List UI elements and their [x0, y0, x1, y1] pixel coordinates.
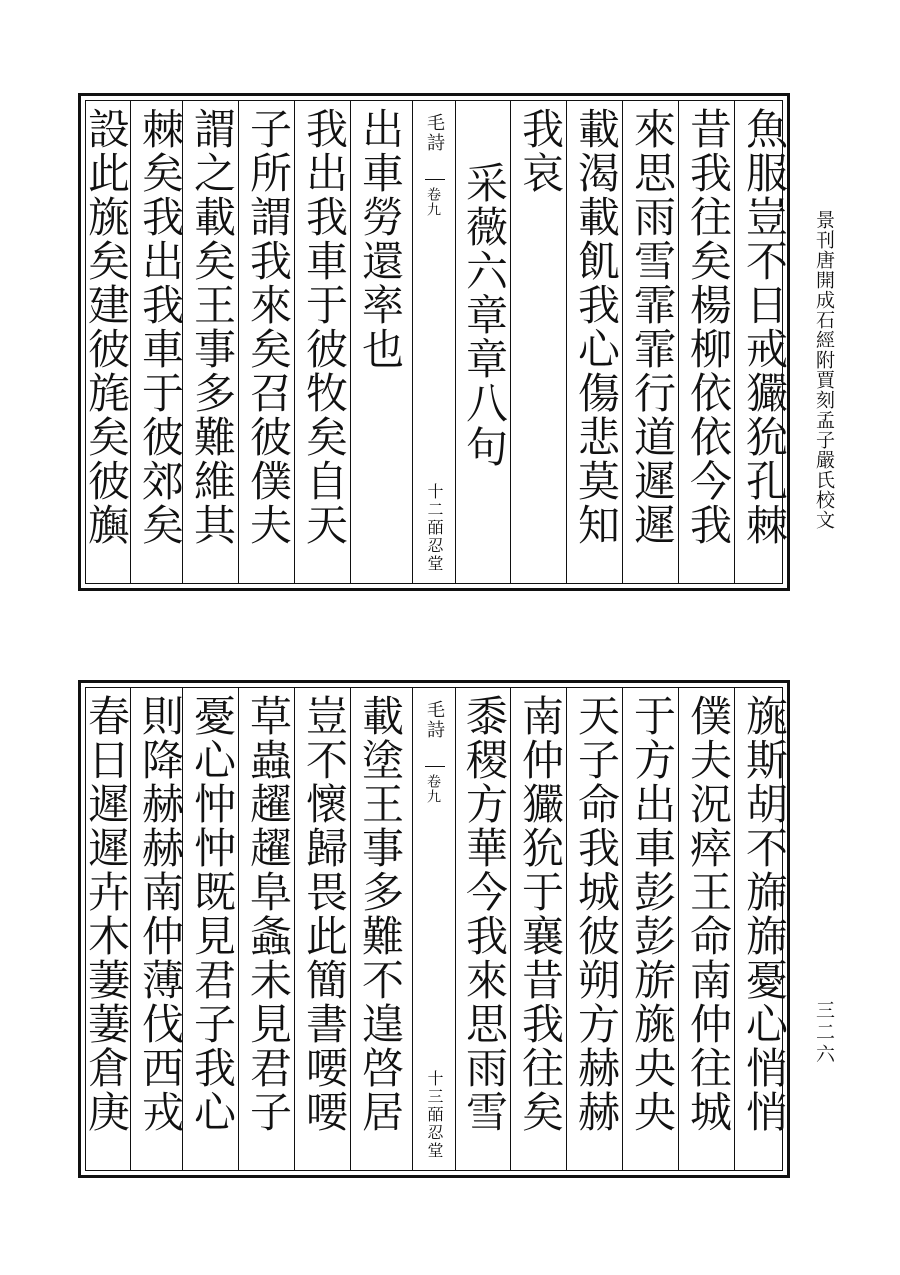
center-fold-column	[412, 101, 456, 583]
text-column: 出車勞還率也	[356, 107, 405, 371]
text-column: 棘矣我出我車于彼郊矣	[136, 107, 185, 547]
text-column: 謂之載矣王事多難維其	[188, 107, 237, 547]
center-folio-label	[423, 483, 445, 573]
text-column: 子所謂我來矣召彼僕夫	[244, 107, 293, 547]
top-page-panel	[78, 93, 790, 591]
text-column: 春日遲遲卉木萋萋倉庚	[82, 694, 131, 1134]
book-series-title: 景刊唐開成石經附賈刻孟子嚴氏校文	[813, 210, 835, 530]
text-column: 來思雨雪霏霏行道遲遲	[628, 107, 677, 547]
center-volume-label: 卷九	[425, 774, 441, 804]
center-book-title: 毛詩	[424, 113, 445, 153]
text-column: 于方出車彭彭旂旐央央	[628, 694, 677, 1134]
chapter-summary-column: 采薇六章章八句	[460, 161, 509, 469]
folio-number: 十三	[425, 1070, 444, 1106]
page-number: 三二六	[813, 1000, 835, 1066]
text-column: 魚服豈不日戒玁狁孔棘	[740, 107, 789, 547]
bottom-page-panel	[78, 680, 790, 1178]
text-column: 僕夫況瘁王命南仲往城	[684, 694, 733, 1134]
text-column: 載塗王事多難不遑啓居	[356, 694, 405, 1134]
text-column: 南仲玁狁于襄昔我往矣	[516, 694, 565, 1134]
text-column: 憂心忡忡既見君子我心	[188, 694, 237, 1134]
hall-name: 皕忍堂	[425, 519, 444, 573]
text-column: 草蟲趯趯阜螽未見君子	[244, 694, 293, 1134]
text-column: 載渴載飢我心傷悲莫知	[572, 107, 621, 547]
text-column: 我哀	[516, 107, 565, 195]
center-book-title: 毛詩	[424, 700, 445, 740]
center-folio-label	[423, 1070, 445, 1160]
text-column: 旐斯胡不旆旆憂心悄悄	[740, 694, 789, 1134]
center-volume-label: 卷九	[425, 187, 441, 217]
hall-name: 皕忍堂	[425, 1106, 444, 1160]
text-column: 昔我往矣楊柳依依今我	[684, 107, 733, 547]
text-column: 則降赫赫南仲薄伐西戎	[136, 694, 185, 1134]
text-column: 天子命我城彼朔方赫赫	[572, 694, 621, 1134]
text-column: 豈不懷歸畏此簡書喓喓	[300, 694, 349, 1134]
center-fold-column	[412, 688, 456, 1170]
text-column: 黍稷方華今我來思雨雪	[460, 694, 509, 1134]
text-column: 設此旐矣建彼旄矣彼旟	[82, 107, 131, 547]
folio-number: 十二	[425, 483, 444, 519]
text-column: 我出我車于彼牧矣自天	[300, 107, 349, 547]
